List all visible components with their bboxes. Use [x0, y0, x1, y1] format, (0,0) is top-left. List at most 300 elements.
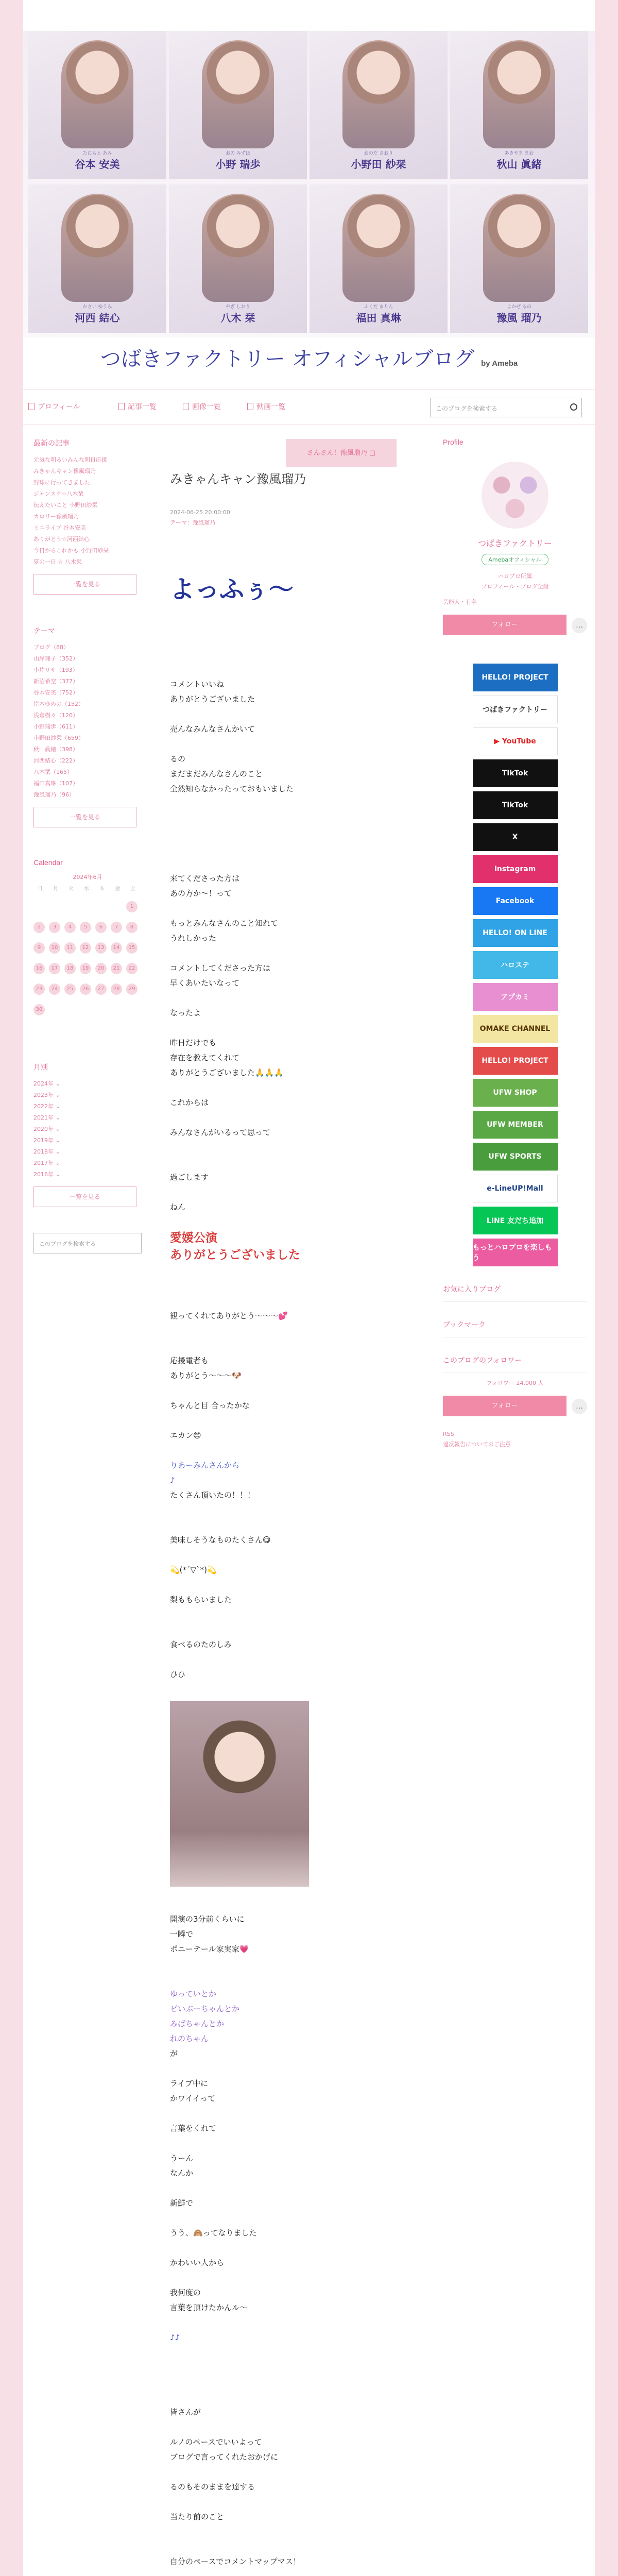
body-line: 売んなみんなさんかいて: [170, 724, 255, 734]
calendar-day[interactable]: 28: [111, 984, 122, 995]
nav-videos[interactable]: 動画一覧: [247, 401, 285, 412]
profile-icon: [28, 403, 35, 410]
calendar-day[interactable]: 6: [95, 922, 107, 933]
body-line: ちゃんと目 合ったかな: [170, 1401, 250, 1410]
archive-year-link[interactable]: [33, 1146, 142, 1158]
calendar-day[interactable]: 23: [33, 984, 45, 995]
official-link-banner[interactable]: X: [473, 823, 558, 851]
nav-images[interactable]: 画像一覧: [183, 401, 221, 412]
theme-link[interactable]: 山岸理子（352）: [33, 655, 78, 662]
official-link-banner[interactable]: アプカミ: [473, 983, 558, 1011]
videos-icon: [247, 403, 253, 410]
official-link-banner[interactable]: HELLO! ON LINE: [473, 919, 558, 947]
blank-line: [170, 826, 422, 841]
official-link-banner[interactable]: HELLO! PROJECT: [473, 664, 558, 691]
member-photo: [483, 194, 555, 302]
blank-line: [170, 1264, 422, 1279]
archive-year-label: 2024年: [33, 1080, 54, 1087]
chevron-down-icon: ⌄: [54, 1148, 60, 1155]
body-line: 言葉を頂けたかんル〜: [170, 2303, 248, 2312]
calendar-weekday: 火: [68, 886, 74, 892]
blog-nav: [23, 389, 595, 425]
member-name: [169, 149, 307, 171]
latest-article-link[interactable]: ありがとう☆河西結心: [33, 536, 90, 543]
theme-link[interactable]: ブログ（88）: [33, 644, 69, 651]
calendar-weekday: 水: [84, 886, 89, 892]
blank-line: [170, 2539, 422, 2554]
calendar-day[interactable]: 9: [33, 942, 45, 954]
theme-list: [33, 642, 142, 801]
body-line: 美味しそうなものたくさん😋: [170, 1535, 271, 1545]
follow-row-2: [443, 1396, 587, 1419]
member-kana: たにもと あみ: [82, 151, 112, 156]
theme-link[interactable]: 新沼希空（377）: [33, 678, 78, 685]
body-name-line: みばちゃんとか: [170, 2019, 225, 2028]
member-name-text: 八木 栞: [220, 312, 255, 324]
member-photo: [483, 40, 555, 148]
member-name-text: 豫風 瑠乃: [496, 312, 542, 324]
calendar-day[interactable]: 29: [126, 984, 138, 995]
articles-icon: [118, 403, 125, 410]
official-link-banner[interactable]: Facebook: [473, 887, 558, 915]
profile-status: 芸能人・有名: [443, 599, 477, 605]
article-photo[interactable]: [170, 1701, 309, 1887]
official-link-banner[interactable]: OMAKE CHANNEL: [473, 1015, 558, 1043]
page: [23, 0, 595, 2576]
images-icon: [183, 403, 189, 410]
latest-more-button[interactable]: 一覧を見る: [33, 574, 136, 595]
blank-line: [170, 2270, 422, 2285]
latest-article-link[interactable]: 元気な明るいみんな明日応援: [33, 456, 107, 463]
profile-name[interactable]: つばきファクトリー: [478, 538, 552, 548]
blank-line: [170, 2315, 422, 2330]
member-name: [310, 303, 448, 325]
member-kana: ふくだ まりん: [364, 304, 393, 310]
body-line: が: [170, 2049, 178, 2058]
body-line: 我何度の: [170, 2288, 201, 2297]
official-link-banner[interactable]: HELLO! PROJECT: [473, 1047, 558, 1075]
blank-line: [170, 1607, 422, 1622]
theme-link[interactable]: 岸本ゆめの（152）: [33, 701, 84, 707]
member-name: [169, 303, 307, 325]
body-line: るのもそのままを達する: [170, 2482, 255, 2492]
member-photo: [202, 194, 274, 302]
theme-title: テーマ: [33, 626, 55, 635]
archive-year-link[interactable]: [33, 1169, 142, 1180]
latest-article-link[interactable]: 夏の一日 ☆ 八木栞: [33, 558, 82, 565]
blank-line: [170, 2524, 422, 2539]
chevron-down-icon: ⌄: [54, 1137, 60, 1144]
blank-line: [170, 1294, 422, 1309]
follower-count: フォロワー 24,000 人: [486, 1380, 544, 1386]
article-body: [170, 677, 422, 2576]
body-line: コメントいいね: [170, 680, 225, 689]
calendar-day[interactable]: 19: [80, 963, 91, 974]
member-name-text: 秋山 眞緒: [496, 158, 542, 171]
official-link-banner[interactable]: UFW SHOP: [473, 1079, 558, 1107]
member-name-text: 小野田 紗栞: [351, 158, 406, 171]
latest-article-link[interactable]: 野球に行ってきました: [33, 479, 90, 486]
blank-line: [170, 1443, 422, 1458]
latest-article-link[interactable]: 伝えたいこと 小野田紗栞: [33, 502, 98, 509]
member-kana: あきやま まお: [504, 151, 534, 156]
article-heading: よっふぅ〜: [170, 575, 294, 604]
header-banner[interactable]: [23, 31, 595, 337]
blank-line: [170, 1897, 422, 1912]
archive-year-label: 2018年: [33, 1148, 54, 1155]
blank-line: [170, 1215, 422, 1230]
member-tile[interactable]: [450, 184, 588, 333]
calendar-day[interactable]: 12: [80, 942, 91, 954]
blank-line: [170, 2495, 422, 2510]
blank-line: [170, 1972, 422, 1987]
body-name-line: りあーみんさんから: [170, 1461, 240, 1470]
body-highlight: 愛媛公演: [170, 1231, 217, 1245]
latest-article-link[interactable]: みきゃんキャン豫風瑠乃: [33, 468, 96, 474]
body-line: 過ごします: [170, 1173, 209, 1182]
theme-link[interactable]: 豫風瑠乃（96）: [33, 791, 75, 798]
member-name-text: 谷本 安美: [75, 158, 120, 171]
theme-link[interactable]: 浅倉樹々（120）: [33, 712, 78, 719]
blog-title[interactable]: [23, 343, 595, 372]
calendar-day[interactable]: 30: [33, 1004, 45, 1015]
blank-line: [170, 2465, 422, 2480]
right-sidebar: [443, 438, 587, 1450]
latest-article-link[interactable]: ミニライブ 谷本安美: [33, 524, 86, 531]
body-line: 全然知らなかったっておもいました: [170, 784, 294, 793]
theme-filter-button[interactable]: さんさん！豫風瑠乃 ▢: [286, 439, 397, 467]
blank-line: [170, 946, 422, 961]
calendar-day[interactable]: 2: [33, 922, 45, 933]
latest-article-link[interactable]: 今日からこれかも 小野田紗栞: [33, 547, 109, 554]
body-line: あの方か〜！って: [170, 889, 232, 898]
calendar-day[interactable]: 18: [64, 963, 76, 974]
latest-article-link[interactable]: ジャンスケ☆八木栞: [33, 490, 84, 497]
calendar-day[interactable]: 22: [126, 963, 138, 974]
blank-line: [170, 1185, 422, 1200]
profile-group: ハロプロ所属: [498, 573, 532, 580]
blank-line: [170, 2211, 422, 2226]
member-kana: おのだ さおり: [364, 151, 393, 156]
article-theme-link[interactable]: テーマ：豫風瑠乃: [170, 519, 215, 526]
body-line: みんなさんがいるって思って: [170, 1128, 271, 1137]
calendar-grid: [33, 884, 142, 1015]
theme-more-button[interactable]: 一覧を見る: [33, 807, 136, 827]
article: [170, 438, 422, 2576]
blank-line: [170, 1110, 422, 1125]
calendar-day[interactable]: 24: [49, 984, 60, 995]
body-line: ねん: [170, 1202, 186, 1212]
body-name-line: ♪: [170, 1476, 175, 1485]
article-meta: [170, 507, 422, 528]
chevron-down-icon: ⌄: [54, 1126, 60, 1132]
report-link[interactable]: 違反報告についてのご注意: [443, 1441, 511, 1448]
blank-line: [170, 737, 422, 752]
calendar-title: Calendar: [33, 858, 63, 867]
member-tile[interactable]: [450, 31, 588, 179]
body-line: かわいい人から: [170, 2258, 225, 2267]
blank-line: [170, 1140, 422, 1155]
blank-line: [170, 1682, 422, 1697]
blank-line: [170, 2106, 422, 2121]
header: [23, 0, 595, 389]
body-line: 梨ももらいました: [170, 1595, 232, 1604]
official-link-banner[interactable]: LINE 友だち追加: [473, 1207, 558, 1234]
archive-year-link[interactable]: [33, 1090, 142, 1101]
body-line: ポニーテール家実家💗: [170, 1944, 249, 1954]
body-line: エカン😊: [170, 1431, 201, 1440]
profile-title: Profile: [443, 438, 464, 446]
theme-link[interactable]: 谷本安美（752）: [33, 689, 78, 696]
body-line: 昨日だけでも: [170, 1038, 217, 1047]
official-link-banner[interactable]: TikTok: [473, 759, 558, 787]
follow-row: [443, 615, 587, 638]
calendar-day[interactable]: 3: [49, 922, 60, 933]
theme-link[interactable]: 福田真琳（107）: [33, 780, 78, 787]
calendar-day[interactable]: 26: [80, 984, 91, 995]
body-line: 来てくださった方は: [170, 874, 240, 883]
theme-link[interactable]: 小野瑞歩（611）: [33, 723, 78, 730]
official-link-banner[interactable]: ハロステ: [473, 951, 558, 979]
body-line: 一瞬で: [170, 1929, 194, 1939]
blank-line: [170, 856, 422, 871]
blank-line: [170, 901, 422, 916]
archive-more-button[interactable]: 一覧を見る: [33, 1187, 136, 1207]
member-kana: よかぜ るの: [507, 304, 531, 310]
archive-year-link[interactable]: [33, 1135, 142, 1146]
body-line: 早くあいたいなって: [170, 978, 240, 988]
calendar-day[interactable]: 7: [111, 922, 122, 933]
member-name-text: 小野 瑞歩: [215, 158, 261, 171]
archive-year-label: 2023年: [33, 1092, 54, 1098]
chevron-down-icon: ⌄: [54, 1092, 60, 1098]
body-line: ブログで言ってくれたおかげに: [170, 2452, 279, 2462]
body-line: これからは: [170, 1098, 209, 1107]
calendar-day[interactable]: 13: [95, 942, 107, 954]
calendar-weekday: 月: [53, 886, 58, 892]
body-line: 当たり前のこと: [170, 2512, 225, 2521]
body-line: 存在を教えてくれて: [170, 1053, 240, 1062]
blank-line: [170, 2061, 422, 2076]
archive-year-link[interactable]: [33, 1124, 142, 1135]
calendar-day[interactable]: 4: [64, 922, 76, 933]
body-line: 自分のペースでコメントマップマス！: [170, 2557, 301, 2566]
member-name: [450, 303, 588, 325]
left-sidebar: [33, 438, 142, 1253]
sidebar-search-input[interactable]: このブログを検索する: [33, 1233, 142, 1253]
official-link-banner[interactable]: ▶ YouTube: [473, 727, 558, 755]
member-tile[interactable]: [310, 184, 448, 333]
search-icon[interactable]: [570, 403, 577, 411]
calendar-empty: [80, 901, 93, 912]
body-line: コメントしてくださった方は: [170, 963, 271, 973]
member-kana: おの みずほ: [226, 151, 250, 156]
member-kana: かさい ゆうみ: [82, 304, 112, 310]
body-line: なんか: [170, 2168, 194, 2178]
calendar-day[interactable]: 5: [80, 922, 91, 933]
calendar-day[interactable]: 10: [49, 942, 60, 954]
body-highlight: ありがとうございました: [170, 1248, 300, 1262]
calendar-empty: [49, 901, 62, 912]
blank-line: [170, 2375, 422, 2390]
calendar-day[interactable]: 21: [111, 963, 122, 974]
member-photo: [61, 40, 133, 148]
member-photo: [342, 40, 415, 148]
blank-line: [170, 2360, 422, 2375]
member-tile[interactable]: [169, 31, 307, 179]
calendar-month: 2024年6月: [73, 874, 102, 880]
blank-line: [170, 841, 422, 856]
blank-line: [170, 2420, 422, 2435]
blank-line: [170, 1383, 422, 1398]
blog-search-input[interactable]: このブログを検索する: [430, 398, 582, 417]
latest-articles-list: [33, 454, 142, 568]
body-line: ライブ中に: [170, 2079, 209, 2088]
body-line: もっとみんなさんのこと知れて: [170, 919, 279, 928]
nav-profile[interactable]: プロフィール: [28, 401, 80, 412]
body-line: るの: [170, 754, 186, 764]
body-line: うーん: [170, 2154, 194, 2163]
official-link-banner[interactable]: UFW MEMBER: [473, 1111, 558, 1139]
profile-links[interactable]: プロフィール・ブログ全般: [481, 583, 549, 590]
official-link-banner[interactable]: Instagram: [473, 855, 558, 883]
calendar-day[interactable]: 8: [126, 922, 138, 933]
body-name-line: ♪♪: [170, 2333, 180, 2342]
calendar-day[interactable]: 16: [33, 963, 45, 974]
official-link-banner[interactable]: もっとハロプロを楽しもう: [473, 1239, 558, 1266]
followers-title: このブログのフォロワー: [443, 1355, 587, 1373]
member-name: [28, 149, 166, 171]
latest-article-link[interactable]: カロリー豫風瑠乃: [33, 513, 79, 520]
blog-title-text[interactable]: つばきファクトリー オフィシャルブログ: [100, 347, 475, 371]
body-line: ひひ: [170, 1670, 186, 1679]
theme-link[interactable]: 小野田紗栞（659）: [33, 735, 84, 741]
member-tile[interactable]: [28, 31, 166, 179]
calendar-day[interactable]: 14: [111, 942, 122, 954]
archive-year-label: 2021年: [33, 1114, 54, 1121]
body-name-line: ビいぶーちゃんとか: [170, 2004, 240, 2013]
calendar-day[interactable]: 15: [126, 942, 138, 954]
blank-line: [170, 2181, 422, 2196]
official-link-banner[interactable]: UFW SPORTS: [473, 1143, 558, 1171]
blank-line: [170, 2345, 422, 2360]
member-photo: [342, 194, 415, 302]
member-kana: やぎ しおり: [226, 304, 250, 310]
profile-avatar[interactable]: [482, 462, 548, 529]
rss-link[interactable]: RSS: [443, 1431, 454, 1437]
follow-button-2[interactable]: フォロー: [443, 1396, 566, 1416]
blank-line: [170, 1021, 422, 1036]
favorite-blogs-title[interactable]: お気に入りブログ: [443, 1284, 587, 1302]
calendar-day[interactable]: 17: [49, 963, 60, 974]
theme-link[interactable]: 八木栞（165）: [33, 769, 73, 775]
archive-year-label: 2020年: [33, 1126, 54, 1132]
blank-line: [170, 1957, 422, 1972]
member-photo: [61, 194, 133, 302]
body-line: 皆さんが: [170, 2408, 201, 2417]
official-link-banner[interactable]: つばきファクトリー: [473, 696, 558, 723]
archive-year-label: 2022年: [33, 1103, 54, 1110]
body-line: 食べるのたのしみ: [170, 1640, 232, 1649]
body-line: かワイイって: [170, 2094, 216, 2103]
blank-line: [170, 2569, 422, 2576]
blank-line: [170, 991, 422, 1006]
official-link-banner[interactable]: TikTok: [473, 791, 558, 819]
blank-line: [170, 2136, 422, 2151]
archive-year-link[interactable]: [33, 1112, 142, 1124]
calendar-day[interactable]: 27: [95, 984, 107, 995]
blank-line: [170, 1578, 422, 1592]
body-line: 観ってくれてありがとう〜〜〜💕: [170, 1311, 288, 1320]
body-line: ルノのペースでいいよって: [170, 2437, 262, 2447]
article-title[interactable]: みきゃんキャン豫風瑠乃: [170, 472, 306, 486]
member-tile[interactable]: [28, 184, 166, 333]
blank-line: [170, 1324, 422, 1338]
follow-button[interactable]: フォロー: [443, 615, 566, 635]
calendar-day[interactable]: 1: [126, 901, 138, 912]
body-line: ありがとうございました: [170, 694, 255, 704]
blank-line: [170, 1338, 422, 1353]
body-line: ありがとう〜〜〜🐶: [170, 1371, 242, 1380]
body-line: 開演の3分前くらいに: [170, 1914, 245, 1924]
latest-articles-title: 最新の記事: [33, 439, 70, 447]
calendar-day[interactable]: 25: [64, 984, 76, 995]
chevron-down-icon: ⌄: [54, 1171, 60, 1178]
member-name-text: 河西 結心: [75, 312, 120, 324]
calendar-weekday: 土: [130, 886, 135, 892]
member-tile[interactable]: [169, 184, 307, 333]
blank-line: [170, 1652, 422, 1667]
chevron-down-icon: ⌄: [54, 1103, 60, 1110]
official-links: [473, 664, 558, 1266]
blank-line: [170, 1080, 422, 1095]
official-link-banner[interactable]: e-LineUP!Mall: [473, 1175, 558, 1202]
theme-link[interactable]: 小片リサ（193）: [33, 667, 78, 673]
archive-year-link[interactable]: [33, 1101, 142, 1112]
calendar-weekday: 木: [99, 886, 105, 892]
archive-year-link[interactable]: [33, 1158, 142, 1169]
calendar-empty: [95, 901, 109, 912]
more-options-button-2[interactable]: …: [572, 1399, 587, 1414]
blank-line: [170, 1548, 422, 1563]
calendar-day[interactable]: 11: [64, 942, 76, 954]
blank-line: [170, 1518, 422, 1533]
body-name-line: れのちゃん: [170, 2034, 209, 2043]
nav-articles[interactable]: 記事一覧: [118, 401, 157, 412]
member-name: [310, 149, 448, 171]
body-line: うう、🙈ってなりました: [170, 2228, 257, 2238]
archive-year-link[interactable]: [33, 1078, 142, 1090]
body-line: ありがとうございました🙏🙏🙏: [170, 1068, 284, 1077]
member-name: [28, 303, 166, 325]
archive-year-label: 2019年: [33, 1137, 54, 1144]
blank-line: [170, 1155, 422, 1170]
ameba-logo[interactable]: by Ameba: [481, 359, 518, 368]
bookmark-title[interactable]: ブックマーク: [443, 1319, 587, 1337]
member-tile[interactable]: [310, 31, 448, 179]
archive-years: [33, 1078, 142, 1180]
body-line: 言葉をくれて: [170, 2124, 217, 2133]
theme-link[interactable]: 秋山眞緒（398）: [33, 746, 78, 753]
calendar-day[interactable]: 20: [95, 963, 107, 974]
calendar-weekday: 日: [38, 886, 43, 892]
body-line: 応援電者も: [170, 1356, 209, 1365]
theme-link[interactable]: 河西結心（222）: [33, 757, 78, 764]
more-options-button[interactable]: …: [572, 618, 587, 633]
archive-year-label: 2016年: [33, 1171, 54, 1178]
body-line: たくさん頂いたの！！！: [170, 1490, 255, 1500]
calendar-empty: [64, 901, 78, 912]
